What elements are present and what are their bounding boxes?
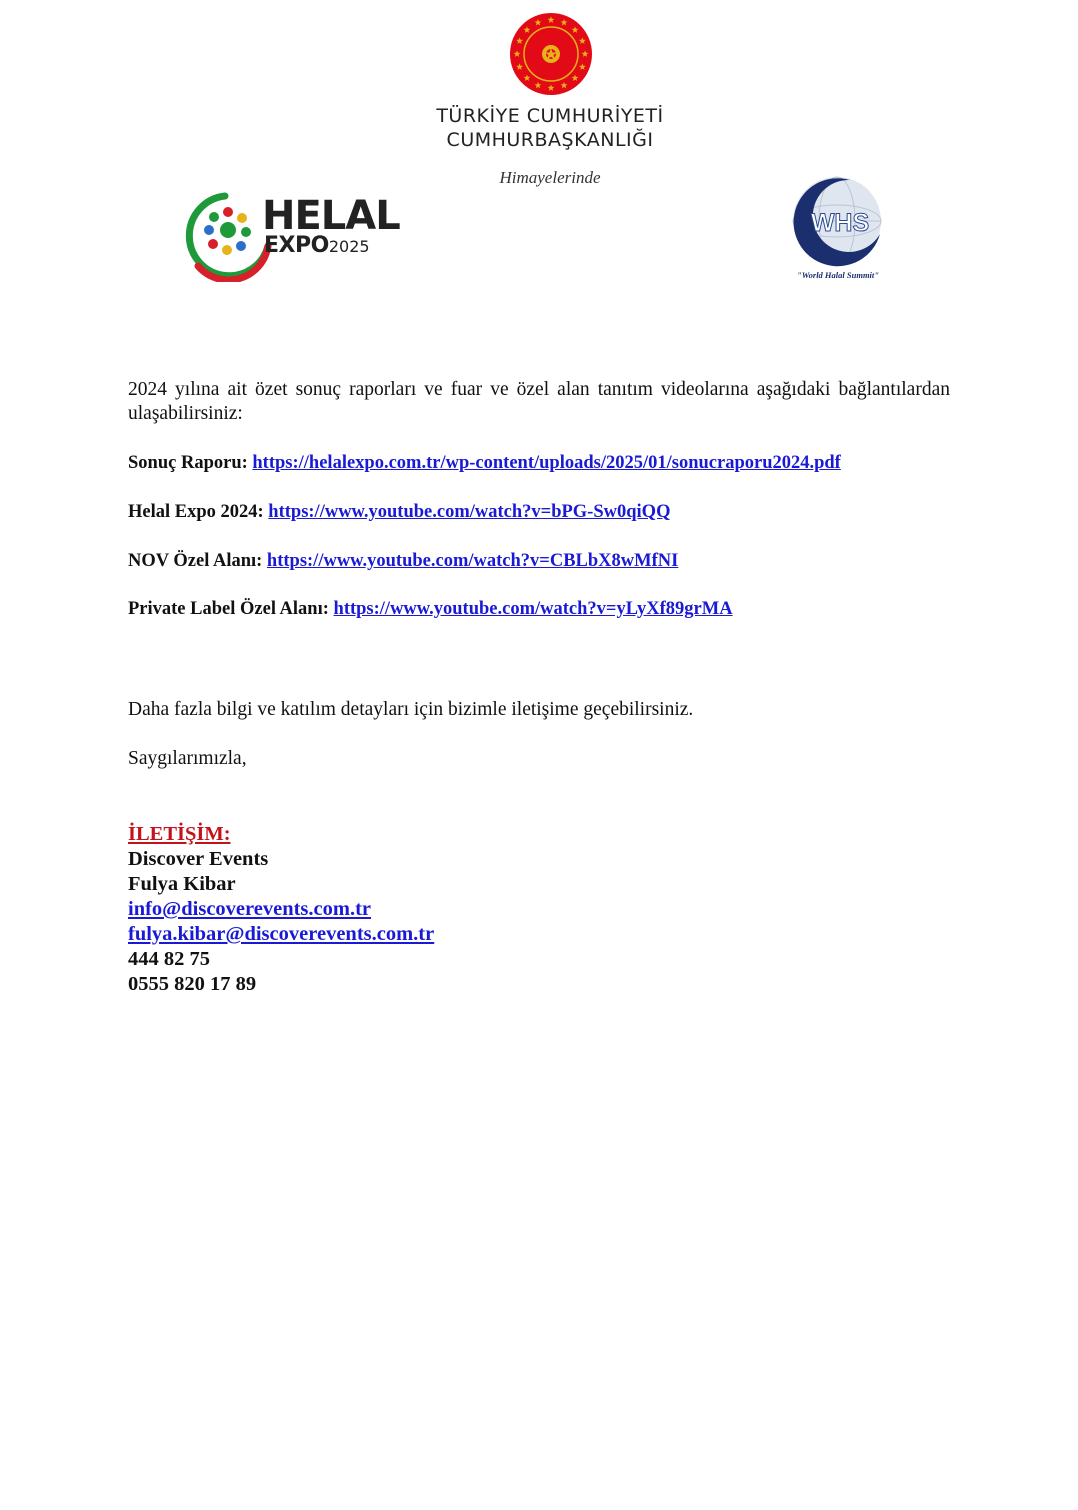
- closing-regards: Saygılarımızla,: [128, 748, 247, 769]
- report-link-line: [128, 452, 841, 474]
- presidency-title: [380, 104, 720, 152]
- contact-block: [128, 822, 434, 997]
- contact-phone-2: 0555 820 17 89: [128, 973, 257, 995]
- contact-email-general-link[interactable]: info@discoverevents.com.tr: [128, 898, 371, 920]
- more-info-text: Daha fazla bilgi ve katılım detayları için bizimle iletişime geçebilirsiniz.: [128, 699, 694, 720]
- presidency-title-line1: TÜRKİYE CUMHURİYETİ: [436, 105, 664, 127]
- whs-globe-icon: [788, 172, 886, 270]
- private-label-video-link[interactable]: https://www.youtube.com/watch?v=yLyXf89grMA: [333, 599, 733, 619]
- presidency-title-line2: CUMHURBAŞKANLIĞI: [446, 129, 654, 151]
- helal-expo-subline: [264, 234, 370, 259]
- whs-caption: "World Halal Summit": [796, 270, 880, 280]
- contact-phone-1: 444 82 75: [128, 948, 210, 970]
- nov-video-link[interactable]: https://www.youtube.com/watch?v=CBLbX8wMfNI: [266, 551, 679, 571]
- whs-letters: WHS: [810, 209, 870, 237]
- intro-paragraph: 2024 yılına ait özet sonuç raporları ve fuar ve özel alan tanıtım videolarına aşağıdaki bağlantılardan ulaşabilirsiniz:: [128, 379, 950, 424]
- helal-expo-emblem-icon: [178, 190, 272, 282]
- presidential-seal-icon: [509, 12, 593, 96]
- expo-video-link-label: Helal Expo 2024:: [128, 502, 264, 522]
- report-link-label: Sonuç Raporu:: [128, 453, 248, 473]
- contact-company: Discover Events: [128, 848, 269, 870]
- contact-person: Fulya Kibar: [128, 873, 236, 895]
- nov-video-link-label: NOV Özel Alanı:: [128, 551, 263, 571]
- expo-video-link-line: [128, 501, 670, 523]
- whs-logo: [778, 172, 898, 287]
- helal-expo-wordmark: HELAL: [262, 193, 400, 239]
- private-label-video-link-line: [128, 598, 733, 620]
- report-link[interactable]: https://helalexpo.com.tr/wp-content/uploads/2025/01/sonucraporu2024.pdf: [252, 453, 841, 473]
- helal-expo-expo-text: EXPO: [264, 233, 329, 258]
- helal-expo-logo: [178, 190, 400, 282]
- nov-video-link-line: [128, 550, 678, 572]
- expo-video-link[interactable]: https://www.youtube.com/watch?v=bPG-Sw0qiQQ: [268, 502, 671, 522]
- contact-email-personal-link[interactable]: fulya.kibar@discoverevents.com.tr: [128, 923, 435, 945]
- private-label-video-link-label: Private Label Özel Alanı:: [128, 599, 329, 619]
- helal-expo-year: 2025: [328, 237, 370, 256]
- patronage-text: Himayelerinde: [499, 168, 601, 187]
- contact-heading: İLETİŞİM:: [128, 823, 231, 845]
